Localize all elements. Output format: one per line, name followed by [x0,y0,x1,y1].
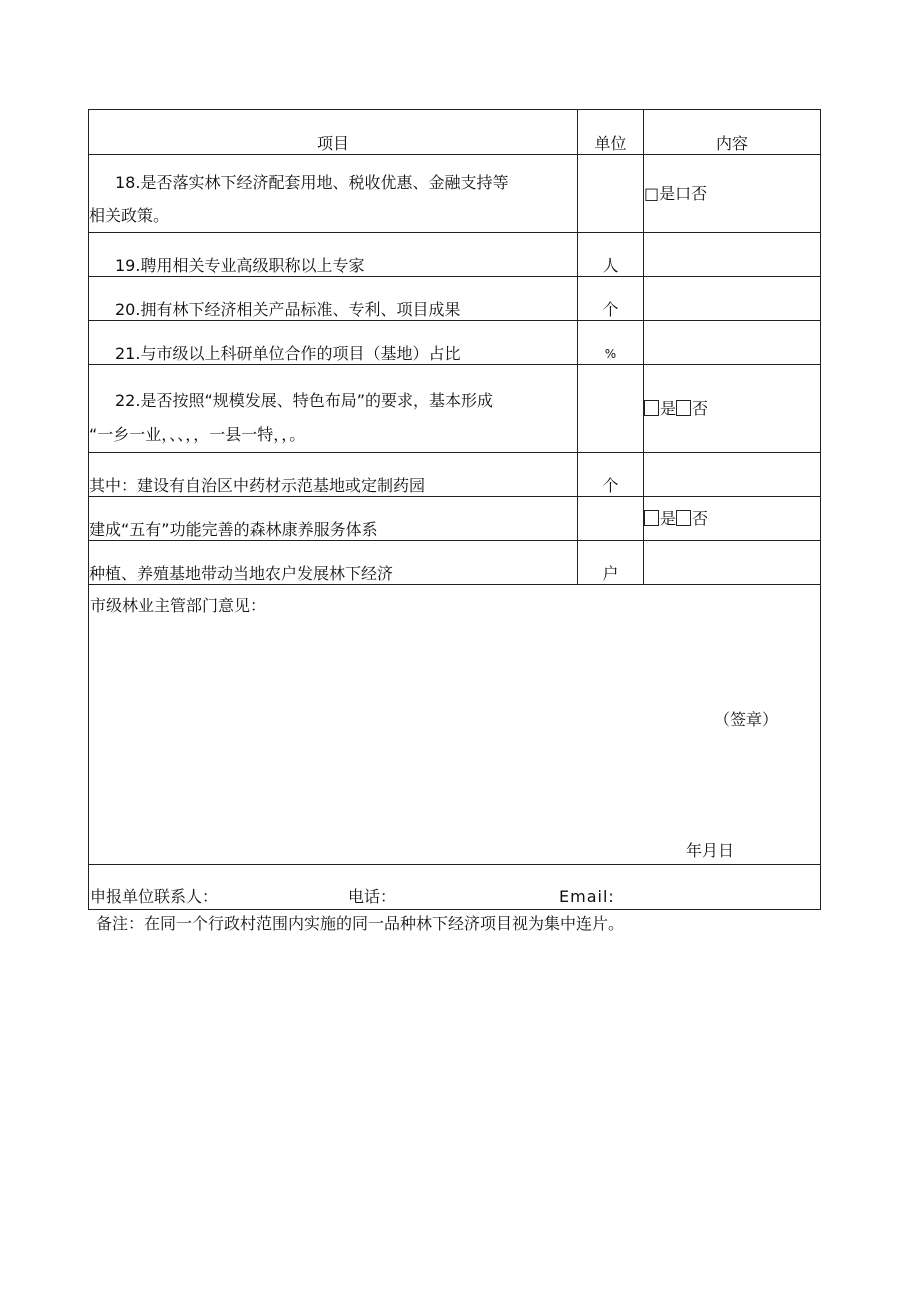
item-text: “一乡一业，、、，，一县一特，，。 [89,425,306,444]
unit-cell [578,155,644,233]
footnote: 备注：在同一个行政村范围内实施的同一品种林下经济项目视为集中连片。 [96,914,625,933]
email-label: Email: [559,887,615,906]
yes-checkbox[interactable] [644,510,659,526]
header-item: 项目 [89,110,578,155]
opinion-cell[interactable] [89,585,821,865]
application-form [88,109,820,910]
item-text: 19.聘用相关专业高级职称以上专家 [89,233,578,277]
yes-label: 是 [660,508,677,528]
content-cell[interactable] [644,277,821,321]
item-text: 相关政策。 [89,206,170,225]
item-text: 20.拥有林下经济相关产品标准、专利、项目成果 [89,277,578,321]
item-text: 22.是否按照“规模发展、特色布局”的要求，基本形成 [115,391,494,410]
item-text: 种植、养殖基地带动当地农户发展林下经济 [89,541,578,585]
no-label: 否 [692,508,709,528]
item-text: 21.与市级以上科研单位合作的项目（基地）占比 [89,321,578,365]
yes-checkbox[interactable] [644,400,659,416]
unit-cell: 人 [578,233,644,277]
item-text: 建成“五有”功能完善的森林康养服务体系 [89,497,578,541]
content-cell[interactable] [644,233,821,277]
opinion-label: 市级林业主管部门意见： [90,596,267,615]
no-label: 否 [692,398,709,418]
unit-cell: 个 [578,453,644,497]
contact-cell [89,865,821,910]
unit-cell [578,497,644,541]
content-cell[interactable] [644,497,821,541]
no-checkbox[interactable] [676,510,691,526]
unit-cell [578,365,644,453]
table-row [89,277,821,321]
contact-person-label: 申报单位联系人： [90,887,219,906]
yes-label: 是 [660,398,677,418]
content-cell[interactable] [644,155,821,233]
unit-cell: 户 [578,541,644,585]
item-text: 其中：建设有自治区中药材示范基地或定制药园 [89,453,578,497]
seal-label: （签章） [714,710,779,729]
item-cell [89,155,578,233]
item-text: 18.是否落实林下经济配套用地、税收优惠、金融支持等 [115,173,509,192]
content-cell[interactable] [644,321,821,365]
unit-cell: % [578,321,644,365]
date-label: 年月日 [686,841,735,860]
item-cell [89,365,578,453]
content-cell[interactable] [644,365,821,453]
form-table [88,109,821,910]
table-row [89,541,821,585]
table-row [89,497,821,541]
content-cell[interactable] [644,453,821,497]
table-header-row [89,110,821,155]
opinion-row [89,585,821,865]
no-checkbox[interactable] [676,400,691,416]
table-row [89,365,821,453]
header-content: 内容 [644,110,821,155]
unit-cell: 个 [578,277,644,321]
table-row [89,453,821,497]
table-row [89,233,821,277]
phone-label: 电话： [348,887,397,906]
header-unit: 单位 [578,110,644,155]
contact-row [89,865,821,910]
table-row [89,155,821,233]
content-cell[interactable] [644,541,821,585]
yes-no-choice[interactable]: □是口否 [644,183,708,203]
table-row [89,321,821,365]
